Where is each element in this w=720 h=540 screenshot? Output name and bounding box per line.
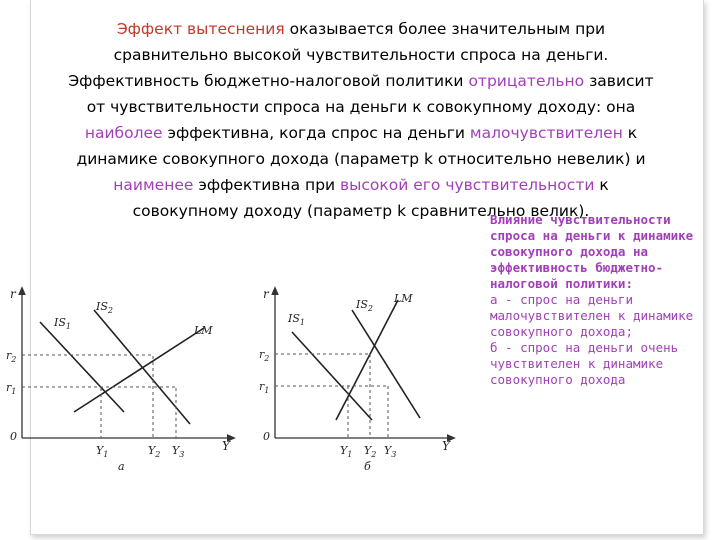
figure-caption xyxy=(490,212,705,388)
highlight-most: наиболее xyxy=(84,124,163,142)
chart-b xyxy=(259,287,452,473)
chart-a-label: а xyxy=(118,460,125,473)
caption-item-a: а - спрос на деньги малочувствителен к динамике совокупного дохода; xyxy=(490,292,694,339)
is2-curve xyxy=(352,310,420,418)
r1-label: $r_1$ xyxy=(6,381,17,396)
term-crowding-out: Эффект вытеснения xyxy=(116,20,285,38)
y1-label: $Y_1$ xyxy=(96,444,109,459)
lm-curve xyxy=(336,300,398,420)
y3-label: $Y_3$ xyxy=(172,444,185,459)
is1-label: $IS_1$ xyxy=(54,316,71,331)
text-segment: к совокупному доходу (параметр k сравнительно велик). xyxy=(132,176,609,220)
y2-label: $Y_2$ xyxy=(364,444,377,459)
text-segment: оказывается более значительным при сравнительно высокой чувствительности спроса на деньги. Эффективность бюджетно-налоговой политики xyxy=(68,20,609,90)
is2-label: $IS_2$ xyxy=(96,300,113,315)
caption-title: Влияние чувствительности спроса на деньги к динамике совокупного дохода на эффективность бюджетно-налоговой политики: xyxy=(490,212,694,291)
y2-label: $Y_2$ xyxy=(148,444,161,459)
y-axis-label: r xyxy=(10,287,16,301)
y3-label: $Y_3$ xyxy=(384,444,397,459)
x-axis-label: Y xyxy=(442,439,450,453)
text-segment: эффективна при xyxy=(193,176,341,194)
is-lm-diagrams xyxy=(0,270,480,480)
y1-label: $Y_1$ xyxy=(340,444,353,459)
chart-b-label: б xyxy=(364,460,371,473)
highlight-negatively: отрицательно xyxy=(468,72,585,90)
text-segment: эффективна, когда спрос на деньги xyxy=(162,124,470,142)
r1-label: $r_1$ xyxy=(259,380,270,395)
is1-curve xyxy=(292,332,372,420)
y-axis-label: r xyxy=(263,287,269,301)
lm-label: LM xyxy=(194,324,213,337)
main-paragraph xyxy=(58,16,664,224)
chart-a xyxy=(6,287,232,473)
lm-label: LM xyxy=(394,292,413,305)
highlight-high-sensitivity: высокой его чувствительности xyxy=(340,176,595,194)
r2-label: $r_2$ xyxy=(259,348,270,363)
caption-item-b: б - спрос на деньги очень чувствителен к динамике совокупного дохода xyxy=(490,340,679,387)
highlight-insensitive: малочувствителен xyxy=(469,124,623,142)
origin-label: 0 xyxy=(263,430,270,443)
r2-label: $r_2$ xyxy=(6,349,17,364)
origin-label: 0 xyxy=(10,430,17,443)
is2-label: $IS_2$ xyxy=(356,298,373,313)
text-segment: к динамике совокупного дохода (параметр k относительно невелик) и xyxy=(76,124,646,168)
lm-curve xyxy=(74,328,204,412)
is1-label: $IS_1$ xyxy=(288,312,305,327)
is1-curve xyxy=(40,322,124,412)
x-axis-label: Y xyxy=(222,439,230,453)
highlight-least: наименее xyxy=(113,176,194,194)
text-segment: зависит от чувствительности спроса на деньги к совокупному доходу: она xyxy=(86,72,654,116)
